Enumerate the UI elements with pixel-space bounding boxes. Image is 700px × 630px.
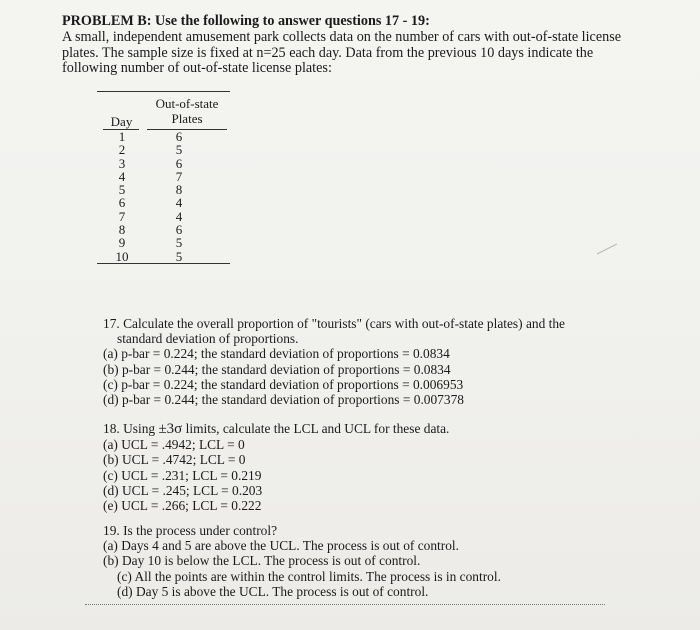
table-row — [97, 236, 230, 249]
table-row — [97, 143, 230, 156]
answer-option: (b) Day 10 is below the LCL. The process is out of control. — [103, 553, 421, 569]
plates-cell: 5 — [175, 235, 183, 251]
day-cell: 7 — [118, 208, 126, 224]
problem-header — [62, 14, 652, 77]
table-row — [97, 210, 230, 223]
column-header-plates-line1: Out-of-state — [155, 96, 219, 111]
intro-line: A small, independent amusement park collects data on the number of cars with out-of-state license — [62, 28, 622, 45]
table-row — [97, 170, 230, 183]
table-row — [97, 196, 230, 209]
answer-option: (d) p-bar = 0.244; the standard deviation of proportions = 0.007378 — [103, 392, 464, 408]
table-body — [97, 130, 230, 263]
table-row — [97, 130, 230, 143]
question-17 — [103, 316, 603, 407]
answer-option: (b) UCL = .4742; LCL = 0 — [103, 452, 246, 468]
column-header-day: Day — [110, 114, 133, 129]
plates-table — [97, 91, 230, 264]
answer-option: (e) UCL = .266; LCL = 0.222 — [103, 498, 262, 514]
question-19-stem: 19. Is the process under control? — [103, 523, 278, 538]
column-header-plates — [147, 96, 227, 126]
plates-cell: 7 — [175, 168, 183, 184]
answer-option: (a) Days 4 and 5 are above the UCL. The process is out of control. — [103, 538, 459, 554]
question-18-stem-prefix: 18. Using — [103, 421, 156, 436]
answer-option: (b) p-bar = 0.244; the standard deviation of proportions = 0.0834 — [103, 361, 451, 377]
plates-cell: 5 — [175, 142, 183, 158]
day-cell: 9 — [118, 235, 126, 251]
table-row — [97, 183, 230, 196]
sigma-limits-symbol: ±3σ — [158, 421, 183, 437]
plates-cell: 4 — [175, 208, 183, 224]
question-17-stem-cont: standard deviation of proportions. — [117, 331, 299, 347]
answer-option: (c) All the points are within the control limits. The process is in control. — [117, 568, 501, 584]
day-cell: 10 — [115, 248, 129, 264]
question-19 — [103, 523, 603, 599]
intro-line: plates. The sample size is fixed at n=25 each day. Data from the previous 10 days indicate the — [62, 44, 594, 61]
table-row — [97, 157, 230, 170]
pen-stroke-mark — [596, 243, 618, 255]
plates-cell: 4 — [175, 195, 183, 211]
answer-option: (a) UCL = .4942; LCL = 0 — [103, 437, 245, 453]
table-row — [97, 223, 230, 236]
plates-cell: 6 — [175, 222, 183, 238]
problem-title: PROBLEM B: Use the following to answer questions 17 - 19: — [62, 13, 430, 29]
answer-option: (d) Day 5 is above the UCL. The process is out of control. — [117, 583, 429, 599]
plates-cell: 6 — [175, 129, 183, 144]
question-18-stem — [103, 421, 573, 437]
plates-cell: 8 — [175, 182, 183, 198]
day-cell: 5 — [118, 182, 126, 198]
answer-option: (d) UCL = .245; LCL = 0.203 — [103, 482, 263, 498]
table-row — [97, 250, 230, 263]
intro-line: following number of out-of-state license plates: — [62, 60, 332, 77]
day-cell: 3 — [118, 155, 126, 171]
day-cell: 4 — [118, 168, 126, 184]
page-divider — [85, 604, 605, 605]
plates-cell: 5 — [175, 248, 183, 264]
day-cell: 2 — [118, 142, 126, 158]
day-cell: 8 — [118, 222, 126, 238]
question-18 — [103, 421, 573, 513]
day-cell: 1 — [118, 129, 126, 144]
table-header — [97, 92, 230, 130]
answer-option: (c) UCL = .231; LCL = 0.219 — [103, 467, 262, 483]
day-cell: 6 — [118, 195, 126, 211]
column-header-plates-line2: Plates — [171, 111, 203, 126]
question-18-stem-suffix: limits, calculate the LCL and UCL for these data. — [185, 421, 450, 436]
plates-cell: 6 — [175, 155, 183, 171]
answer-option: (c) p-bar = 0.224; the standard deviation of proportions = 0.006953 — [103, 376, 464, 392]
answer-option: (a) p-bar = 0.224; the standard deviation of proportions = 0.0834 — [103, 346, 450, 362]
question-17-stem: 17. Calculate the overall proportion of "tourists" (cars with out-of-state plates) and the — [103, 316, 565, 331]
